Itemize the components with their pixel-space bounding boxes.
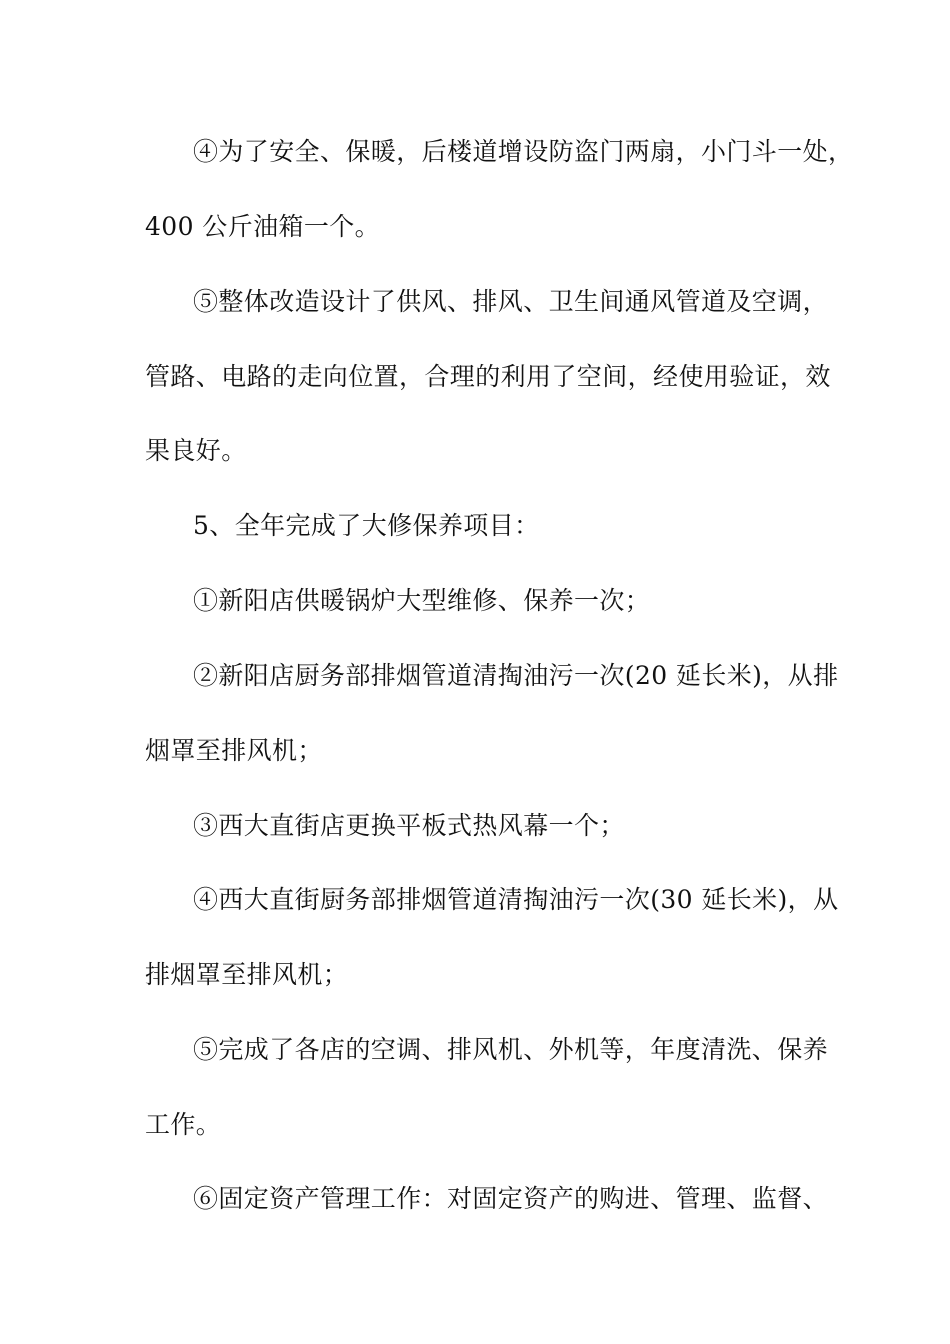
list-item-continuation: 工作。 [145, 1110, 222, 1139]
paragraph-line: ⑤整体改造设计了供风、排风、卫生间通风管道及空调， [193, 287, 829, 316]
paragraph-line: 管路、电路的走向位置，合理的利用了空间，经使用验证，效 [145, 362, 831, 391]
list-item: ①新阳店供暖锅炉大型维修、保养一次； [193, 586, 651, 615]
list-item: ③西大直街店更换平板式热风幕一个； [193, 811, 625, 840]
paragraph-line: ④为了安全、保暖，后楼道增设防盗门两扇，小门斗一处， [193, 137, 854, 166]
section-heading: 5、全年完成了大修保养项目： [193, 511, 540, 540]
paragraph-line: 400 公斤油箱一个。 [145, 212, 381, 241]
list-item: ⑤完成了各店的空调、排风机、外机等，年度清洗、保养 [193, 1035, 829, 1064]
list-item: ④西大直街厨务部排烟管道清掏油污一次(30 延长米)，从 [193, 885, 839, 914]
paragraph-line: 果良好。 [145, 436, 247, 465]
list-item-continuation: 烟罩至排风机； [145, 736, 323, 765]
list-item-continuation: 排烟罩至排风机； [145, 960, 349, 989]
list-item: ⑥固定资产管理工作：对固定资产的购进、管理、监督、 [193, 1184, 829, 1213]
list-item: ②新阳店厨务部排烟管道清掏油污一次(20 延长米)，从排 [193, 661, 839, 690]
